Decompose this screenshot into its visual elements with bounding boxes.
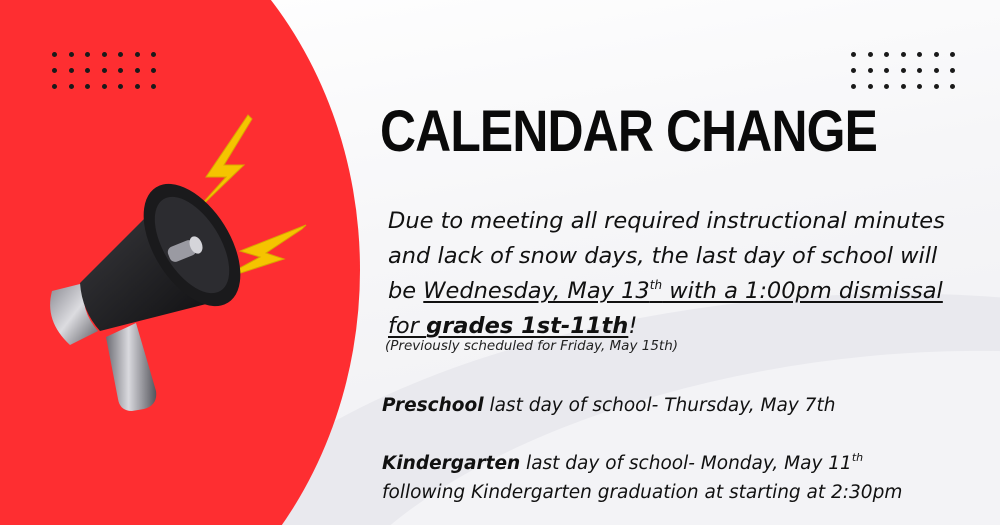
announcement-text (388, 204, 968, 344)
last-day-date: Wednesday, May 13th with a 1:00pm dismissal for grades 1st-11th (388, 278, 943, 339)
exclamation: ! (628, 313, 638, 339)
page-title: CALENDAR CHANGE (380, 99, 877, 164)
announcement-intro: Due to meeting all required instructional minutes and lack of snow days, the last day of school will be (388, 208, 945, 304)
dismissal-text: with a 1:00pm dismissal for (388, 278, 943, 339)
kindergarten-date-suffix: th (851, 451, 864, 464)
preschool-info (382, 392, 835, 419)
kindergarten-label: Kindergarten (382, 453, 521, 474)
preschool-label: Preschool (382, 395, 484, 416)
preschool-text: last day of school- Thursday, May 7th (483, 395, 836, 416)
date-suffix: th (649, 278, 663, 292)
dot-grid-right (851, 52, 955, 89)
kindergarten-info (382, 450, 863, 477)
previous-schedule-note: (Previously scheduled for Friday, May 15th) (385, 338, 679, 354)
grades-label: grades 1st-11th (426, 313, 629, 339)
megaphone-icon (40, 105, 370, 425)
dot-grid-left (52, 52, 156, 89)
kindergarten-graduation-note: following Kindergarten graduation at starting at 2:30pm (382, 482, 903, 503)
kindergarten-text: last day of school- Monday, May 11 (520, 453, 852, 474)
